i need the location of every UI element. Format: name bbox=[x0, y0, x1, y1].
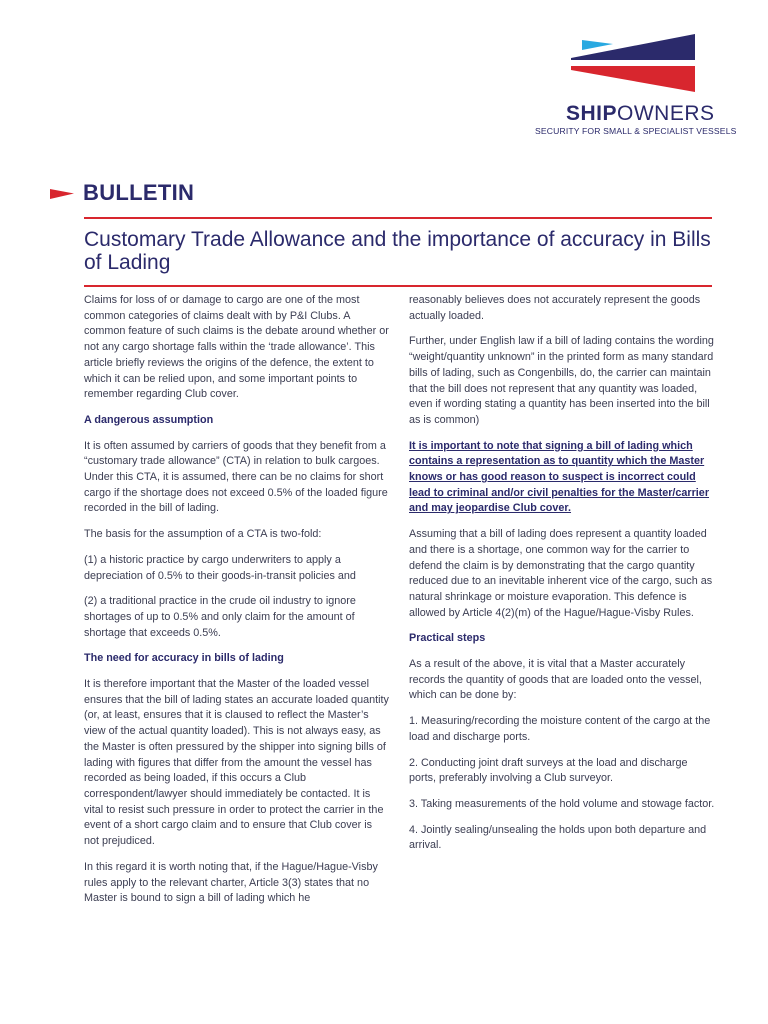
shipowners-logo bbox=[528, 30, 738, 140]
red-arrow-icon bbox=[50, 189, 74, 199]
page-title: Customary Trade Allowance and the importance of accuracy in Bills of Lading bbox=[84, 228, 711, 274]
paragraph: The basis for the assumption of a CTA is two-fold: bbox=[84, 528, 322, 541]
paragraph: It is often assumed by carriers of goods that they benefit from a “customary trade allowance” (CTA) in relation to bulk cargoes. Under this CTA, it is assumed, there can be no claims for short cargo if the shortage does not exceed 0.5% of the loaded figure recorded in the bill of lading. bbox=[84, 439, 388, 515]
list-item: 4. Jointly sealing/unsealing the holds upon both departure and arrival. bbox=[409, 823, 707, 852]
flag-logo-icon bbox=[568, 30, 698, 96]
paragraph: It is therefore important that the Master of the loaded vessel ensures that the bill of lading states an accurate loaded quantity (or, at least, ensures that it is claused to reflect the Master’s view of the actual quantity loaded). This is not always easy, as the Master is often pressured by the shipper into signing bills of lading with figures that differ from the amount the vessel has recorded as being loaded, if this occurs a Club correspondent/lawyer should immediately be contacted. It is vital to resist such pressure in order to protect the carrier in the event of a short cargo claim and to ensure that Club cover is not prejudiced. bbox=[84, 678, 389, 848]
list-item: 2. Conducting joint draft surveys at the load and discharge ports, preferably involving a Club surveyor. bbox=[409, 756, 688, 785]
title-divider bbox=[84, 285, 712, 287]
bulletin-label: BULLETIN bbox=[83, 180, 195, 205]
paragraph: In this regard it is worth noting that, if the Hague/Hague-Visby rules apply to the relevant charter, Article 3(3) states that no Master is bound to sign a bill of lading which he bbox=[84, 860, 378, 905]
list-item: 1. Measuring/recording the moisture content of the cargo at the load and discharge ports. bbox=[409, 715, 711, 743]
list-item: (1) a historic practice by cargo underwriters to apply a depreciation of 0.5% to their goods-in-transit policies and bbox=[84, 553, 356, 582]
left-column bbox=[84, 293, 390, 917]
section-heading: The need for accuracy in bills of lading bbox=[84, 652, 284, 665]
logo-name: SHIPOWNERS bbox=[566, 102, 715, 125]
paragraph: As a result of the above, it is vital that a Master accurately records the quantity of goods that are loaded onto the vessel, which can be done by: bbox=[409, 658, 702, 702]
top-divider bbox=[84, 217, 712, 219]
list-item: (2) a traditional practice in the crude oil industry to ignore shortages of up to 0.5% and only claim for the amount of shortage that exceeds 0.5%. bbox=[84, 595, 356, 639]
paragraph: Assuming that a bill of lading does represent a quantity loaded and there is a shortage, one common way for the carrier to defend the claim is by demonstrating that the cargo quantity reduced due to an inevitable inherent vice of the cargo, such as natural shrinkage or moisture evaporation. This defence is allowed by Article 4(2)(m) of the Hague/Hague-Visby Rules. bbox=[409, 528, 713, 619]
section-heading: Practical steps bbox=[409, 632, 486, 645]
paragraph: reasonably believes does not accurately represent the goods actually loaded. bbox=[409, 294, 701, 322]
logo-tagline: SECURITY FOR SMALL & SPECIALIST VESSELS bbox=[535, 126, 737, 136]
list-item: 3. Taking measurements of the hold volume and stowage factor. bbox=[409, 797, 715, 810]
intro-paragraph: Claims for loss of or damage to cargo are one of the most common categories of claims dealt with by P&I Clubs. A common feature of such claims is the debate around whether or not any cargo shortage falls within the ‘trade allowance’. This article briefly reviews the origins of the defence, the extent to which it can be relied upon, and some important points to remember regarding Club cover. bbox=[84, 294, 389, 401]
paragraph: Further, under English law if a bill of lading contains the wording “weight/quantity unknown” in the printed form as many standard bills of lading, such as Congenbills, do, the carrier can maintain that the bill does not represent that any quantity was loaded, even if wording stating a quantity has been inserted into the bill as is common) bbox=[409, 335, 714, 426]
section-heading: A dangerous assumption bbox=[84, 413, 214, 426]
warning-paragraph: It is important to note that signing a bill of lading which contains a representation as to quantity which the Master knows or has good reason to suspect is incorrect could lead to criminal and/or civil penalties for the Master/carrier and may jeopardise Club cover. bbox=[409, 439, 710, 515]
right-column bbox=[409, 293, 715, 864]
